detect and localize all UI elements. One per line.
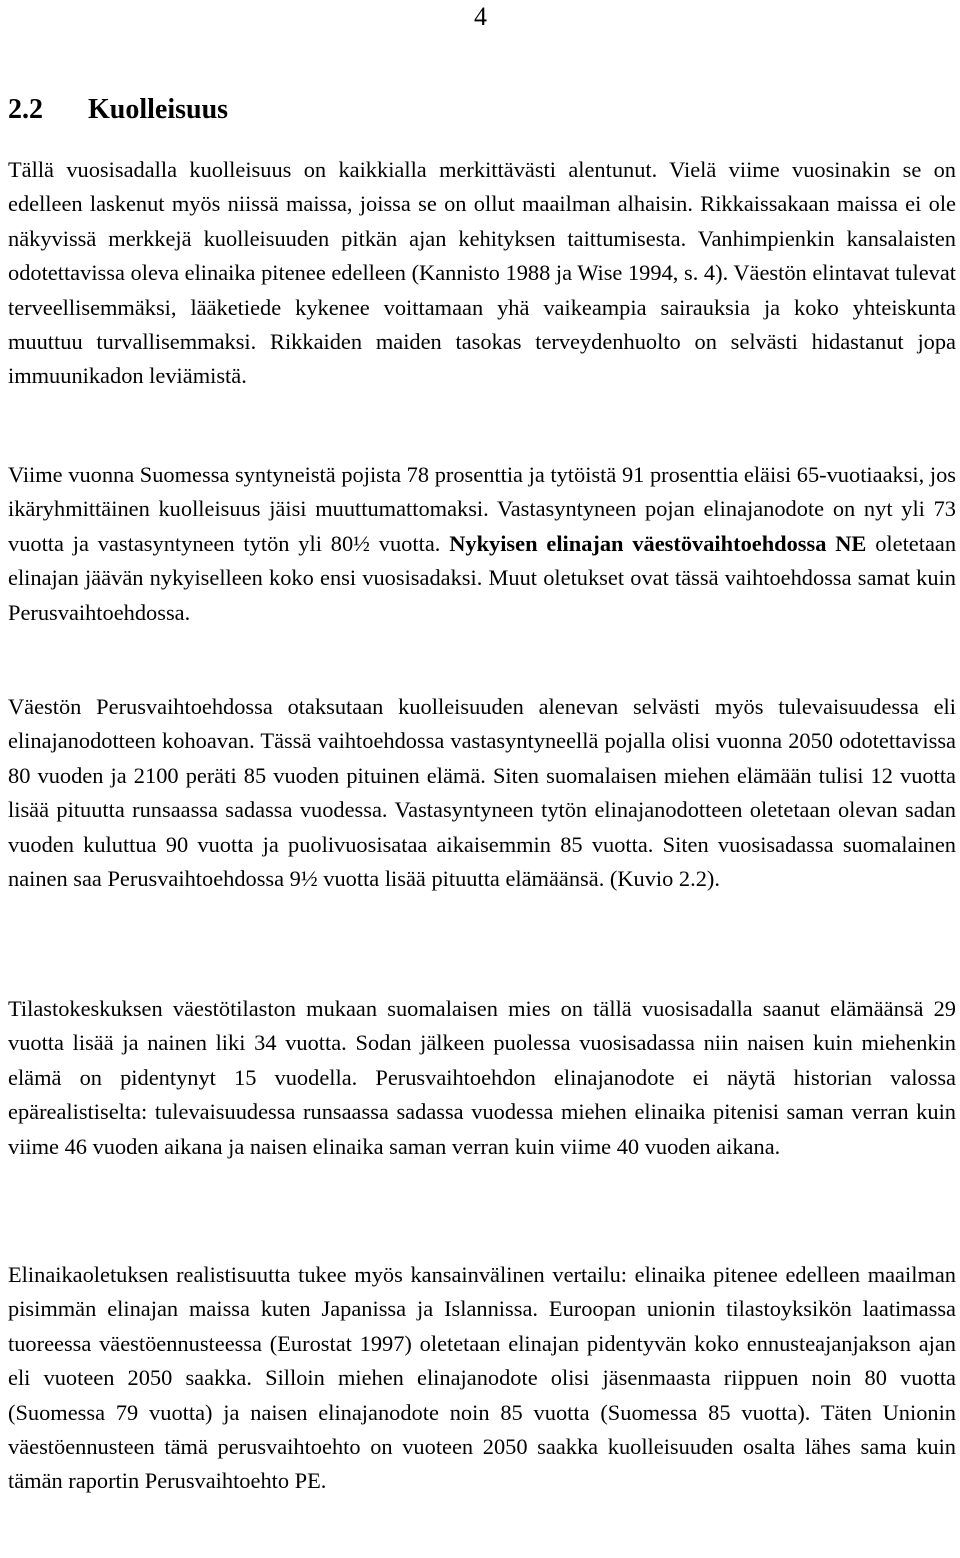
paragraph-2-text-end: oletetaan elinajan jäävän nykyiselleen koko ensi vuosisadaksi. Muut oletukset ovat tässä vaihtoehdossa samat kuin Perusvaihtoehdossa.: [8, 530, 957, 625]
section-number: 2.2: [8, 94, 43, 125]
section-title: Kuolleisuus: [88, 94, 229, 125]
paragraph-2-text-start: Viime vuonna Suomessa syntyneistä pojista 78 prosenttia ja tytöistä 91 prosenttia eläisi 65-vuotiaaksi, jos ikäryhmittäinen kuolleisuus jäisi muuttumattomaksi. Vastasyntyneen pojan elinajanodote on nyt yli 73 vuotta ja vastasyntyneen tytön yli 80½ vuotta.: [8, 462, 956, 556]
paragraph-2: [8, 458, 956, 630]
paragraph-1: Tällä vuosisadalla kuolleisuus on kaikkialla merkittävästi alentunut. Vielä viime vuosinakin se on edelleen laskenut myös niissä maissa, joissa se on ollut maailman alhaisin. Rikkaissakaan maissa ei ole näkyvissä merkkejä kuolleisuuden pitkän ajan kehityksen taittumisesta. Vanhimpienkin kansalaisten odotettavissa oleva elinaika pitenee edelleen (Kannisto 1988 ja Wise 1994, s. 4). Väestön elintavat tulevat terveellisemmäksi, lääketiede kykenee voittamaan yhä vaikeampia sairauksia ja koko yhteiskunta muuttuu turvallisemmaksi. Rikkaiden maiden tasokas terveydenhuolto on selvästi hidastanut jopa immuunikadon leviämistä.: [8, 157, 956, 389]
section-heading: [8, 92, 228, 128]
paragraph-5: Elinaikaoletuksen realistisuutta tukee myös kansainvälinen vertailu: elinaika pitenee edelleen maailman pisimmän elinajan maissa kuten Japanissa ja Islannissa. Euroopan unionin tilastoyksikön laatimassa tuoreessa väestöennusteessa (Eurostat 1997) oletetaan elinajan pidentyvän koko ennusteajanjakson ajan eli vuoteen 2050 saakka. Silloin miehen elinajanodote olisi jäsenmaasta riippuen noin 80 vuotta (Suomessa 79 vuotta) ja naisen elinajanodote noin 85 vuotta (Suomessa 85 vuotta). Täten Unionin väestöennusteen tämä perusvaihtoehto on vuoteen 2050 saakka kuolleisuuden osalta lähes sama kuin tämän raportin Perusvaihtoehto PE.: [8, 1262, 956, 1494]
paragraph-4: Tilastokeskuksen väestötilaston mukaan suomalaisen mies on tällä vuosisadalla saanut elämäänsä 29 vuotta lisää ja nainen liki 34 vuotta. Sodan jälkeen puolessa vuosisadassa niin naisen kuin miehenkin elämä on pidentynyt 15 vuodella. Perusvaihtoehdon elinajanodote ei näytä historian valossa epärealistiselta: tulevaisuudessa runsaassa sadassa vuodessa miehen elinaika pitenisi saman verran kuin viime 46 vuoden aikana ja naisen elinaika saman verran kuin viime 40 vuoden aikana.: [8, 996, 956, 1159]
page-number: 4: [474, 2, 487, 31]
scenario-ne-term: Nykyisen elinajan väestövaihtoehdossa NE: [449, 530, 867, 556]
paragraph-3: Väestön Perusvaihtoehdossa otaksutaan kuolleisuuden alenevan selvästi myös tulevaisuudessa eli elinajanodotteen kohoavan. Tässä vaihtoehdossa vastasyntyneellä pojalla olisi vuonna 2050 odotettavissa 80 vuoden ja 2100 peräti 85 vuoden pituinen elämä. Siten suomalaisen miehen elämään tulisi 12 vuotta lisää pituutta runsaassa sadassa vuodessa. Vastasyntyneen tytön elinajanodotteen oletetaan olevan sadan vuoden kuluttua 90 vuotta ja puolivuosisataa aikaisemmin 85 vuotta. Siten vuosisadassa suomalainen nainen saa Perusvaihtoehdossa 9½ vuotta lisää pituutta elämäänsä. (Kuvio 2.2).: [8, 694, 956, 892]
